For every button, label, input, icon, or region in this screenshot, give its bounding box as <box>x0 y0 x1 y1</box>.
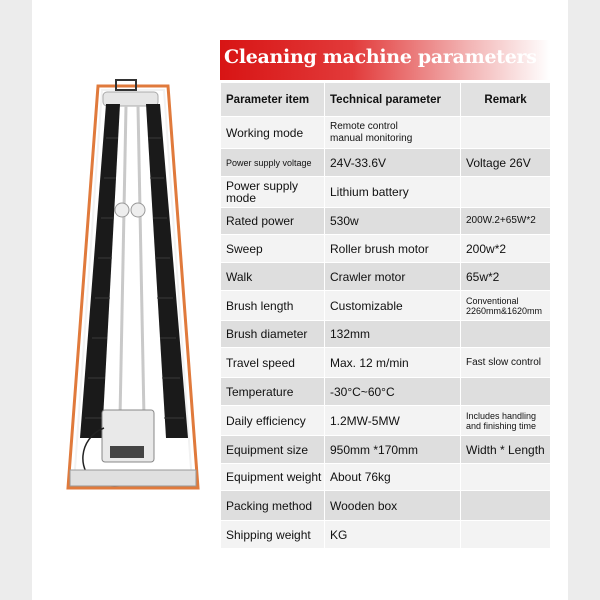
param-value: About 76kg <box>325 464 461 491</box>
param-value: 24V-33.6V <box>325 149 461 177</box>
table-row <box>221 235 551 263</box>
table-row <box>221 321 551 348</box>
param-remark: Voltage 26V <box>461 149 551 177</box>
table-header-row <box>221 83 551 117</box>
table-row <box>221 464 551 491</box>
table-row <box>221 436 551 464</box>
param-remark <box>461 378 551 406</box>
table-row <box>221 521 551 549</box>
table-row <box>221 208 551 235</box>
param-remark: Width * Length <box>461 436 551 464</box>
param-remark <box>461 521 551 549</box>
table-row <box>221 117 551 149</box>
param-value: -30°C~60°C <box>325 378 461 406</box>
table-row <box>221 177 551 208</box>
param-remark: Conventional 2260mm&1620mm <box>461 291 551 321</box>
param-remark <box>461 177 551 208</box>
table-row <box>221 491 551 521</box>
table-row <box>221 263 551 291</box>
column-header: Remark <box>461 83 551 117</box>
parameter-table <box>220 82 551 549</box>
table-row <box>221 378 551 406</box>
title-banner <box>220 40 550 80</box>
column-header: Technical parameter <box>325 83 461 117</box>
param-item: Daily efficiency <box>221 406 325 436</box>
param-remark: 200w*2 <box>461 235 551 263</box>
param-remark: Includes handling and finishing time <box>461 406 551 436</box>
param-value: Max. 12 m/min <box>325 348 461 378</box>
param-value: KG <box>325 521 461 549</box>
page-title: Cleaning machine parameters <box>224 46 537 68</box>
param-item: Power supply mode <box>221 177 325 208</box>
param-value: 530w <box>325 208 461 235</box>
param-value: 950mm *170mm <box>325 436 461 464</box>
param-remark <box>461 491 551 521</box>
param-item: Working mode <box>221 117 325 149</box>
cleaning-robot-image <box>58 78 208 508</box>
param-remark: Fast slow control <box>461 348 551 378</box>
param-item: Brush diameter <box>221 321 325 348</box>
param-value: 132mm <box>325 321 461 348</box>
param-remark <box>461 117 551 149</box>
param-item: Rated power <box>221 208 325 235</box>
column-header: Parameter item <box>221 83 325 117</box>
param-item: Power supply voltage <box>221 149 325 177</box>
page-margin-left <box>0 0 32 600</box>
param-item: Equipment weight <box>221 464 325 491</box>
param-remark <box>461 321 551 348</box>
page-margin-right <box>568 0 600 600</box>
param-value: 1.2MW-5MW <box>325 406 461 436</box>
param-item: Shipping weight <box>221 521 325 549</box>
param-remark <box>461 464 551 491</box>
param-remark: 200W.2+65W*2 <box>461 208 551 235</box>
param-value: Customizable <box>325 291 461 321</box>
param-item: Travel speed <box>221 348 325 378</box>
param-value: Roller brush motor <box>325 235 461 263</box>
table-row <box>221 406 551 436</box>
param-value: Lithium battery <box>325 177 461 208</box>
table-row <box>221 291 551 321</box>
param-remark: 65w*2 <box>461 263 551 291</box>
param-item: Brush length <box>221 291 325 321</box>
param-value: Remote control manual monitoring <box>325 117 461 149</box>
param-item: Packing method <box>221 491 325 521</box>
param-value: Wooden box <box>325 491 461 521</box>
param-item: Equipment size <box>221 436 325 464</box>
param-item: Sweep <box>221 235 325 263</box>
param-item: Temperature <box>221 378 325 406</box>
table-row <box>221 149 551 177</box>
param-value: Crawler motor <box>325 263 461 291</box>
table-row <box>221 348 551 378</box>
param-item: Walk <box>221 263 325 291</box>
